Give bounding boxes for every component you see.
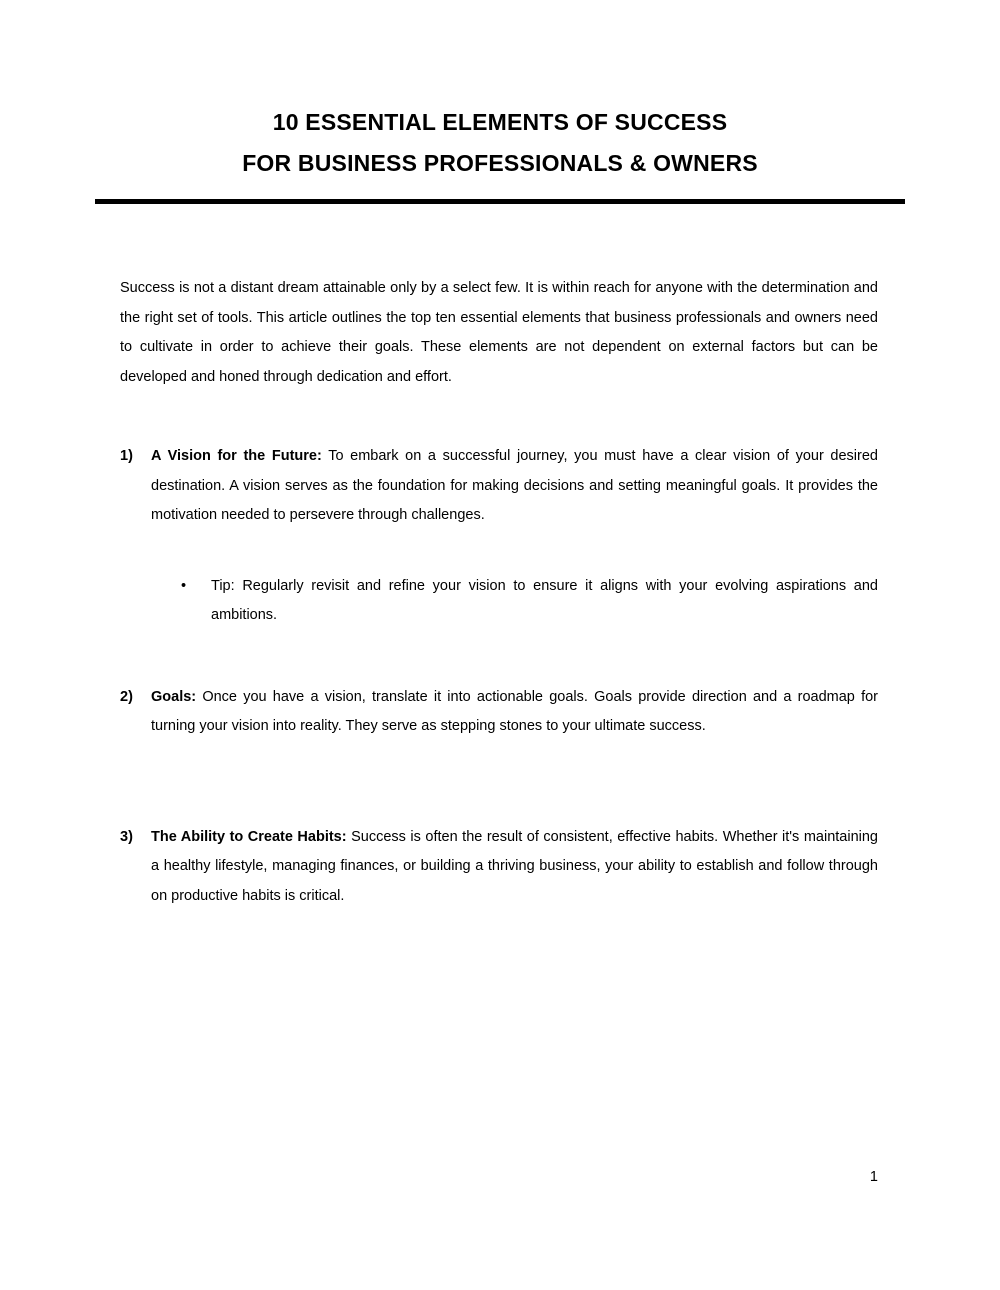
list-item-3-body: Success is often the result of consistent, effective habits. Whether it's maintaining a healthy lifestyle, managing finances, or building a thriving business, your ability to establish and follow through on productive habits is critical. — [151, 828, 878, 904]
list-item-2-number: 2) — [120, 688, 133, 705]
bullet-icon: • — [181, 577, 187, 594]
list-item-1-lead: A Vision for the Future: — [151, 448, 322, 464]
document-title — [110, 102, 890, 184]
list-item-2-lead: Goals: — [151, 688, 197, 705]
list-item-3-text — [151, 823, 878, 912]
list-item-1-body: To embark on a successful journey, you must have a clear vision of your desired destination. A vision serves as the foundation for making decisions and setting meaningful goals. It provides the motivation needed to persevere through challenges. — [151, 448, 878, 523]
page-number: 1 — [869, 1169, 878, 1185]
list-item-1-number: 1) — [120, 448, 133, 464]
list-item-3-number: 3) — [120, 828, 133, 845]
title-line-1: 10 ESSENTIAL ELEMENTS OF SUCCESS — [272, 109, 728, 135]
tip-text: Tip: Regularly revisit and refine your vision to ensure it aligns with your evolving aspirations and ambitions. — [211, 577, 878, 623]
list-item-1-text — [151, 442, 878, 531]
list-item-2-text — [151, 683, 878, 742]
list-item-3 — [120, 823, 878, 912]
list-item-2 — [120, 683, 878, 742]
title-line-2: FOR BUSINESS PROFESSIONALS & OWNERS — [242, 150, 758, 176]
list-item-3-lead: The Ability to Create Habits: — [151, 828, 347, 845]
title-divider-rule — [95, 199, 905, 204]
list-item-2-body: Once you have a vision, translate it into actionable goals. Goals provide direction and a roadmap for turning your vision into reality. They serve as stepping stones to your ultimate success. — [151, 688, 879, 734]
intro-paragraph: Success is not a distant dream attainable only by a select few. It is within reach for anyone with the determination and the right set of tools. This article outlines the top ten essential elements that business professionals and owners need to cultivate in order to achieve their goals. These elements are not dependent on external factors but can be developed and honed through dedication and effort. — [120, 280, 878, 385]
tip-bullet-item — [181, 572, 878, 631]
list-item-1 — [120, 442, 878, 531]
